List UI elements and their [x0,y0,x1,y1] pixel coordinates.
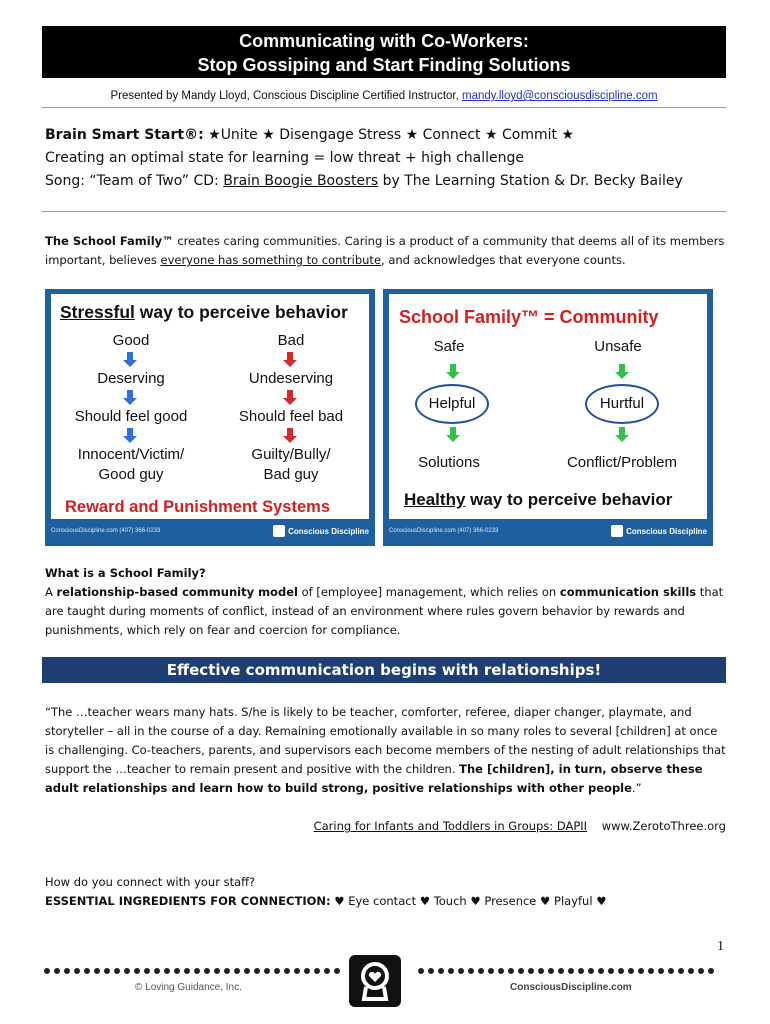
arrow-down-icon [449,364,457,378]
logo-text: Conscious Discipline [626,526,707,536]
divider-dot [478,968,484,974]
school-family-intro [45,232,735,270]
label-good-guy: Good guy [98,466,164,483]
divider-dot [608,968,614,974]
label-undeserving: Undeserving [248,370,334,387]
label-helpful: Helpful [428,395,476,412]
ingredient-playful: Playful [554,894,593,908]
brain-item-connect: Connect [422,127,481,143]
slide-title [60,302,348,323]
divider-dot [448,968,454,974]
arrow-down-icon [286,428,294,442]
quote-text: “The …teacher wears many hats. S/he is likely to be teacher, comforter, referee, diaper changer, playmate, and storyteller – all in the course of a day. Remaining emotionally available in so many roles to several [children] at once is challenging. Co-teachers, parents, and supervisors each become members of the nesting of adult relationships that support the …teacher to remain present and positive with the children. [45,705,726,776]
label-deserving: Deserving [97,370,165,387]
divider-dot [708,968,714,974]
divider-dot [234,968,240,974]
slide-body [51,294,369,519]
label-should-feel-bad: Should feel bad [238,408,344,425]
slide-footer-text: ConsciousDiscipline.com (407) 366-0233 [51,528,161,534]
presenter-line [42,90,726,102]
footer-copyright: © Loving Guidance, Inc. [135,982,242,993]
divider-dot [144,968,150,974]
divider-dot [334,968,340,974]
conscious-discipline-logo [611,525,707,537]
label-bad: Bad [277,332,305,349]
ingredient-presence: Presence [484,894,537,908]
arrow-down-icon [618,427,626,441]
divider-dot [64,968,70,974]
section-banner: Effective communication begins with relationships! [42,657,726,683]
divider-dot [548,968,554,974]
label-safe: Safe [433,338,465,355]
label-guilty: Guilty/Bully/ [251,446,331,463]
divider [42,107,726,108]
divider-dot [418,968,424,974]
what-is-text: A [45,585,57,599]
heart-icon: ♥ [419,894,431,908]
quote-source: Caring for Infants and Toddlers in Groups: DAPII [313,819,588,833]
healthy-perception-label [404,490,672,510]
label-conflict-problem: Conflict/Problem [566,454,678,471]
star-icon: ★ [208,127,221,143]
star-icon: ★ [405,127,419,143]
song-line [45,170,735,193]
connect-question: How do you connect with your staff? [45,875,256,889]
label-should-feel-good: Should feel good [74,408,188,425]
dot-divider-left [44,968,340,976]
slide-footer [389,522,707,540]
divider-dot [54,968,60,974]
label-innocent: Innocent/Victim/ [77,446,185,463]
what-is-heading: What is a School Family? [45,566,206,580]
divider-dot [254,968,260,974]
slide-body [389,294,707,519]
arrow-down-icon [286,390,294,404]
divider-dot [104,968,110,974]
brain-smart-start [45,124,735,193]
brain-item-disengage: Disengage Stress [279,127,402,143]
healthy-underlined: Healthy [404,490,466,509]
divider-dot [698,968,704,974]
divider-dot [294,968,300,974]
ingredient-eye-contact: Eye contact [348,894,417,908]
what-is-bold-model: relationship-based community model [56,585,298,599]
divider-dot [204,968,210,974]
logo-text: Conscious Discipline [288,526,369,536]
logo-icon [273,525,285,537]
divider [42,211,726,212]
title-line-1: Communicating with Co-Workers: [239,31,529,51]
divider-dot [588,968,594,974]
presenter-email-link[interactable]: mandy.lloyd@consciousdiscipline.com [462,90,658,102]
divider-dot [498,968,504,974]
optimal-state-line: Creating an optimal state for learning = low threat + high challenge [45,150,525,166]
divider-dot [214,968,220,974]
star-icon: ★ [485,127,498,143]
footer-site: ConsciousDiscipline.com [510,982,632,993]
divider-dot [568,968,574,974]
heart-icon: ♥ [470,894,481,908]
arrow-down-icon [126,428,134,442]
arrow-down-icon [126,390,134,404]
divider-dot [164,968,170,974]
brain-start-label: Brain Smart Start®: [45,127,204,143]
divider-dot [508,968,514,974]
school-family-term: The School Family™ [45,234,174,248]
divider-dot [124,968,130,974]
divider-dot [324,968,330,974]
divider-dot [114,968,120,974]
divider-dot [518,968,524,974]
song-prefix: Song: “Team of Two” CD: [45,173,224,189]
divider-dot [688,968,694,974]
divider-dot [598,968,604,974]
song-suffix: by The Learning Station & Dr. Becky Bailey [378,173,683,189]
ingredient-touch: Touch [433,894,467,908]
divider-dot [224,968,230,974]
divider-dot [658,968,664,974]
star-icon: ★ [561,127,575,143]
head-logo-icon [358,961,392,1001]
divider-dot [538,968,544,974]
quote-end: .” [631,781,642,795]
what-is-bold-skills: communication skills [559,585,697,599]
quote-block [45,703,728,798]
slide-stressful-perception [45,289,375,546]
divider-dot [648,968,654,974]
divider-dot [428,968,434,974]
connect-section [45,873,735,911]
conscious-discipline-logo [273,525,369,537]
conscious-discipline-footer-logo [349,955,401,1007]
divider-dot [678,968,684,974]
slide-footer-text: ConsciousDiscipline.com (407) 366-0233 [389,528,499,534]
quote-bold: The [children], in turn, observe these adult relationships and learn how to build strong, positive relationships with other people [45,762,703,795]
divider-dot [274,968,280,974]
connect-ingredients [45,892,735,911]
slide-title-underlined: Stressful [60,302,135,322]
quote-source-line [0,817,726,836]
divider-dot [314,968,320,974]
divider-dot [578,968,584,974]
label-solutions: Solutions [418,454,480,471]
intro-underlined: everyone has something to contribute [160,253,382,267]
divider-dot [458,968,464,974]
slide-school-family-community [383,289,713,546]
label-good: Good [112,332,150,349]
arrow-down-icon [286,352,294,366]
divider-dot [438,968,444,974]
what-is-text: that are taught during moments of conflict, instead of an environment where rules govern behavior by rewards and punishments, which rely on fear and coercion for compliance. [45,585,724,637]
divider-dot [264,968,270,974]
what-is-text: of [employee] management, which relies on [297,585,560,599]
quote-website: www.ZerotoThree.org [601,819,726,833]
song-album: Brain Boogie Boosters [223,173,379,189]
divider-dot [74,968,80,974]
divider-dot [638,968,644,974]
heart-icon: ♥ [596,894,607,908]
divider-dot [134,968,140,974]
divider-dot [184,968,190,974]
reward-punishment-label: Reward and Punishment Systems [65,498,330,516]
dot-divider-right [418,968,714,976]
divider-dot [194,968,200,974]
divider-dot [84,968,90,974]
divider-dot [558,968,564,974]
divider-dot [668,968,674,974]
connect-label: ESSENTIAL INGREDIENTS FOR CONNECTION: [45,894,331,908]
heart-icon: ♥ [334,894,345,908]
document-title [42,26,726,78]
divider-dot [528,968,534,974]
divider-dot [284,968,290,974]
star-icon: ★ [262,127,275,143]
divider-dot [94,968,100,974]
divider-dot [628,968,634,974]
divider-dot [468,968,474,974]
label-unsafe: Unsafe [594,338,642,355]
title-line-2: Stop Gossiping and Start Finding Solutions [197,55,571,75]
label-hurtful: Hurtful [599,395,645,412]
label-bad-guy: Bad guy [263,466,319,483]
divider-dot [244,968,250,974]
brain-item-commit: Commit [502,127,558,143]
heart-icon: ♥ [540,894,551,908]
divider-dot [44,968,50,974]
divider-dot [174,968,180,974]
divider-dot [304,968,310,974]
arrow-down-icon [126,352,134,366]
slide-title-rest: way to perceive behavior [134,302,348,322]
what-is-section [45,564,735,640]
divider-dot [488,968,494,974]
slide-footer [51,522,369,540]
arrow-down-icon [449,427,457,441]
intro-text-1: creates caring communities. Caring is a product of a community that deems all of its members important, believes [45,234,725,267]
intro-text-2: , and acknowledges that everyone counts. [381,253,626,267]
divider-dot [618,968,624,974]
page-number: 1 [717,939,724,954]
arrow-down-icon [618,364,626,378]
brain-item-unite: Unite [220,127,258,143]
divider-dot [154,968,160,974]
slide-title: School Family™ = Community [399,307,659,327]
healthy-rest: way to perceive behavior [465,490,673,509]
presenter-text: Presented by Mandy Lloyd, Conscious Discipline Certified Instructor, [110,90,462,102]
brain-start-line [45,124,735,147]
logo-icon [611,525,623,537]
